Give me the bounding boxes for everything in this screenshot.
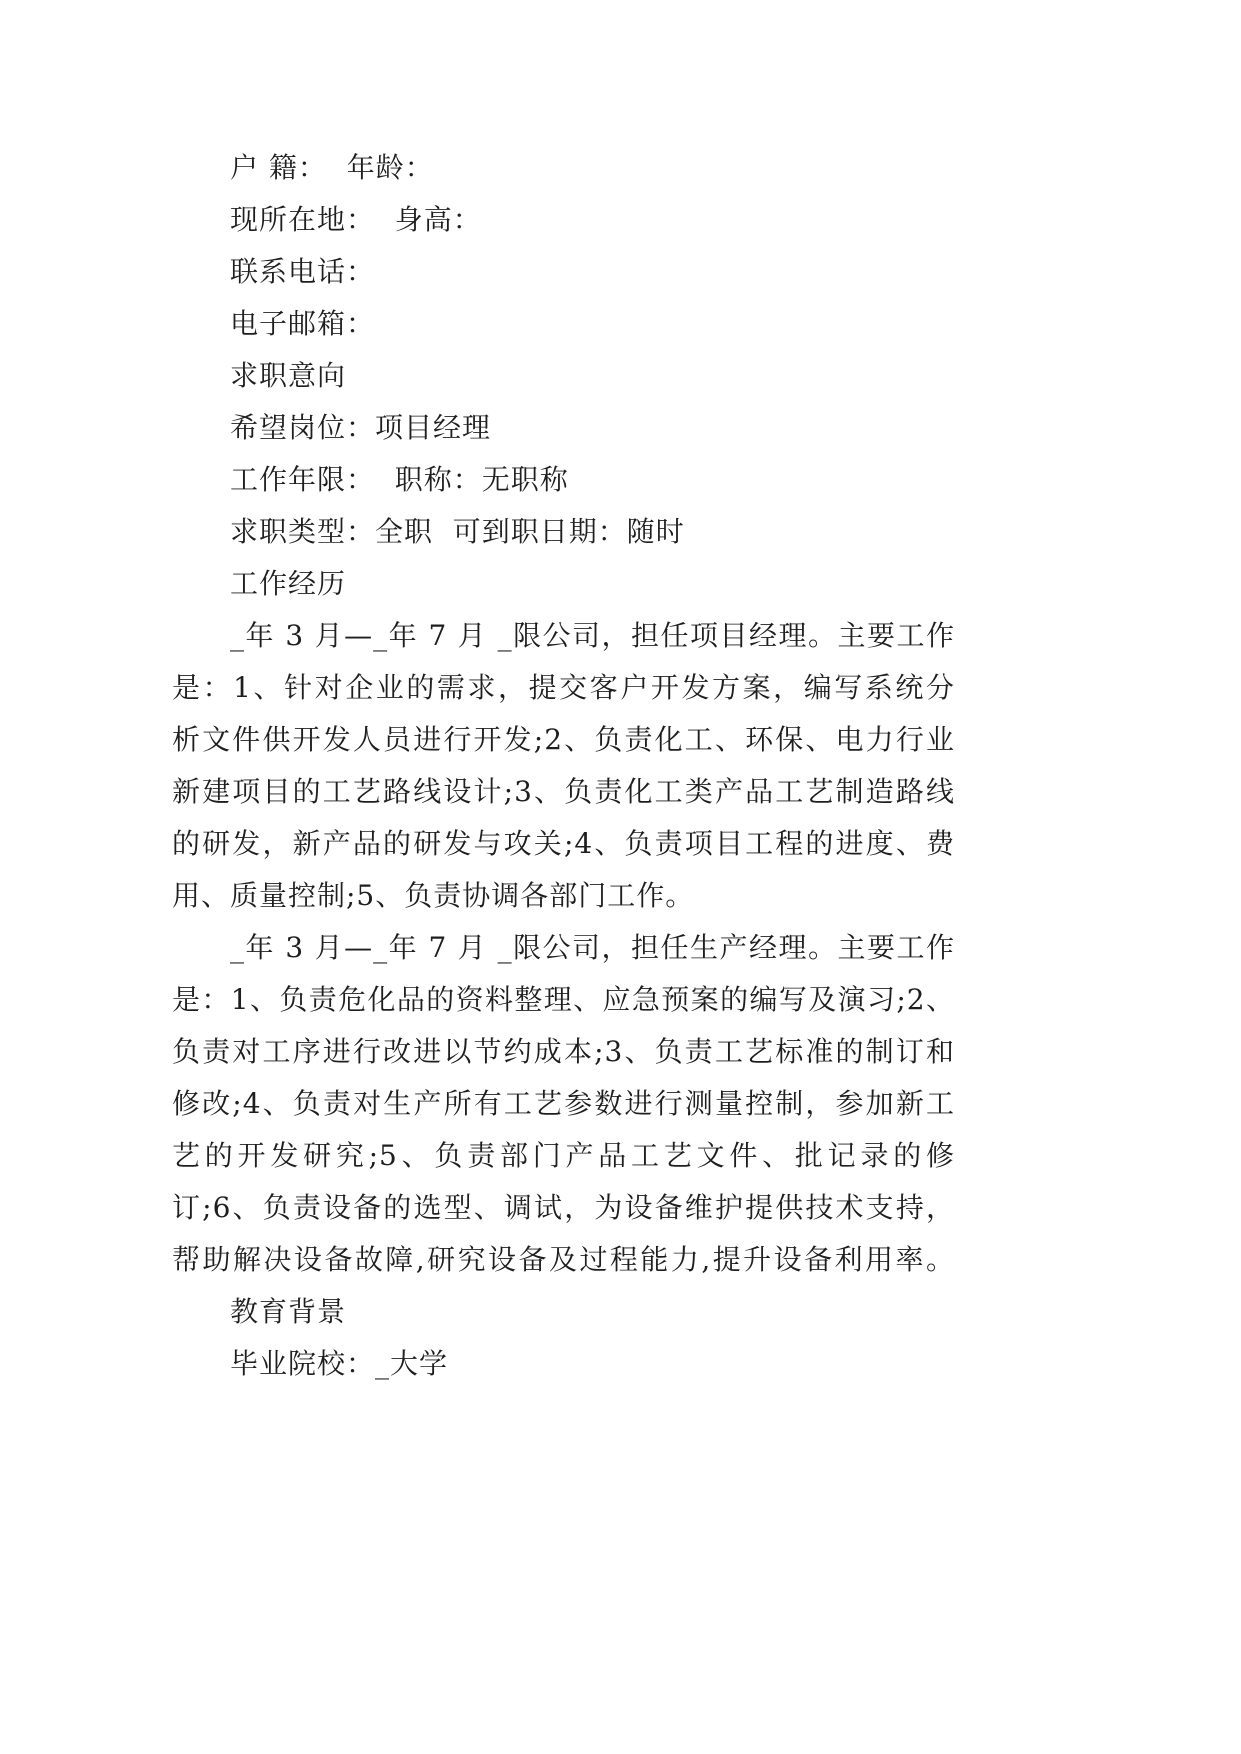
work-experience-heading: 工作经历 (230, 567, 347, 600)
desired-position-field: 希望岗位：项目经理 (230, 411, 492, 444)
work-years-title-field: 工作年限： 职称：无职称 (230, 463, 569, 496)
work-entry (172, 922, 955, 1286)
work-entry-line: 是：1、负责危化品的资料整理、应急预案的编写及演习;2、 (172, 983, 955, 1016)
email-field: 电子邮箱： (230, 307, 376, 340)
work-entry-line: 新建项目的工艺路线设计;3、负责化工类产品工艺制造路线 (172, 775, 955, 808)
work-entry-line: 用、质量控制;5、负责协调各部门工作。 (172, 879, 695, 912)
work-entry-line: 订;6、负责设备的选型、调试，为设备维护提供技术支持， (172, 1191, 955, 1224)
work-entry-line: 修改;4、负责对生产所有工艺参数进行测量控制，参加新工 (172, 1087, 955, 1120)
job-intention-heading: 求职意向 (230, 359, 347, 392)
school-field: 毕业院校：_大学 (230, 1347, 449, 1380)
job-type-date-field: 求职类型：全职 可到职日期：随时 (230, 515, 685, 548)
work-entry-line: 负责对工序进行改进以节约成本;3、负责工艺标准的制订和 (172, 1035, 955, 1068)
work-entry-line: _年 3 月—_年 7 月 _限公司，担任生产经理。主要工作 (230, 931, 955, 964)
location-height-field: 现所在地： 身高： (230, 203, 482, 236)
phone-field: 联系电话： (230, 255, 376, 288)
work-entry-line: 的研发，新产品的研发与攻关;4、负责项目工程的进度、费 (172, 827, 955, 860)
work-entry-line: 帮助解决设备故障,研究设备及过程能力,提升设备利用率。 (172, 1243, 955, 1276)
work-entry-line: _年 3 月—_年 7 月 _限公司，担任项目经理。主要工作 (230, 619, 955, 652)
work-entry-line: 艺的开发研究;5、负责部门产品工艺文件、批记录的修 (172, 1139, 955, 1172)
resume-content (172, 142, 955, 1390)
work-entry-line: 是：1、针对企业的需求，提交客户开发方案，编写系统分 (172, 671, 955, 704)
work-entry (172, 610, 955, 922)
education-heading: 教育背景 (230, 1295, 347, 1328)
hukou-age-field: 户 籍： 年龄： (230, 151, 434, 184)
work-entry-line: 析文件供开发人员进行开发;2、负责化工、环保、电力行业 (172, 723, 955, 756)
